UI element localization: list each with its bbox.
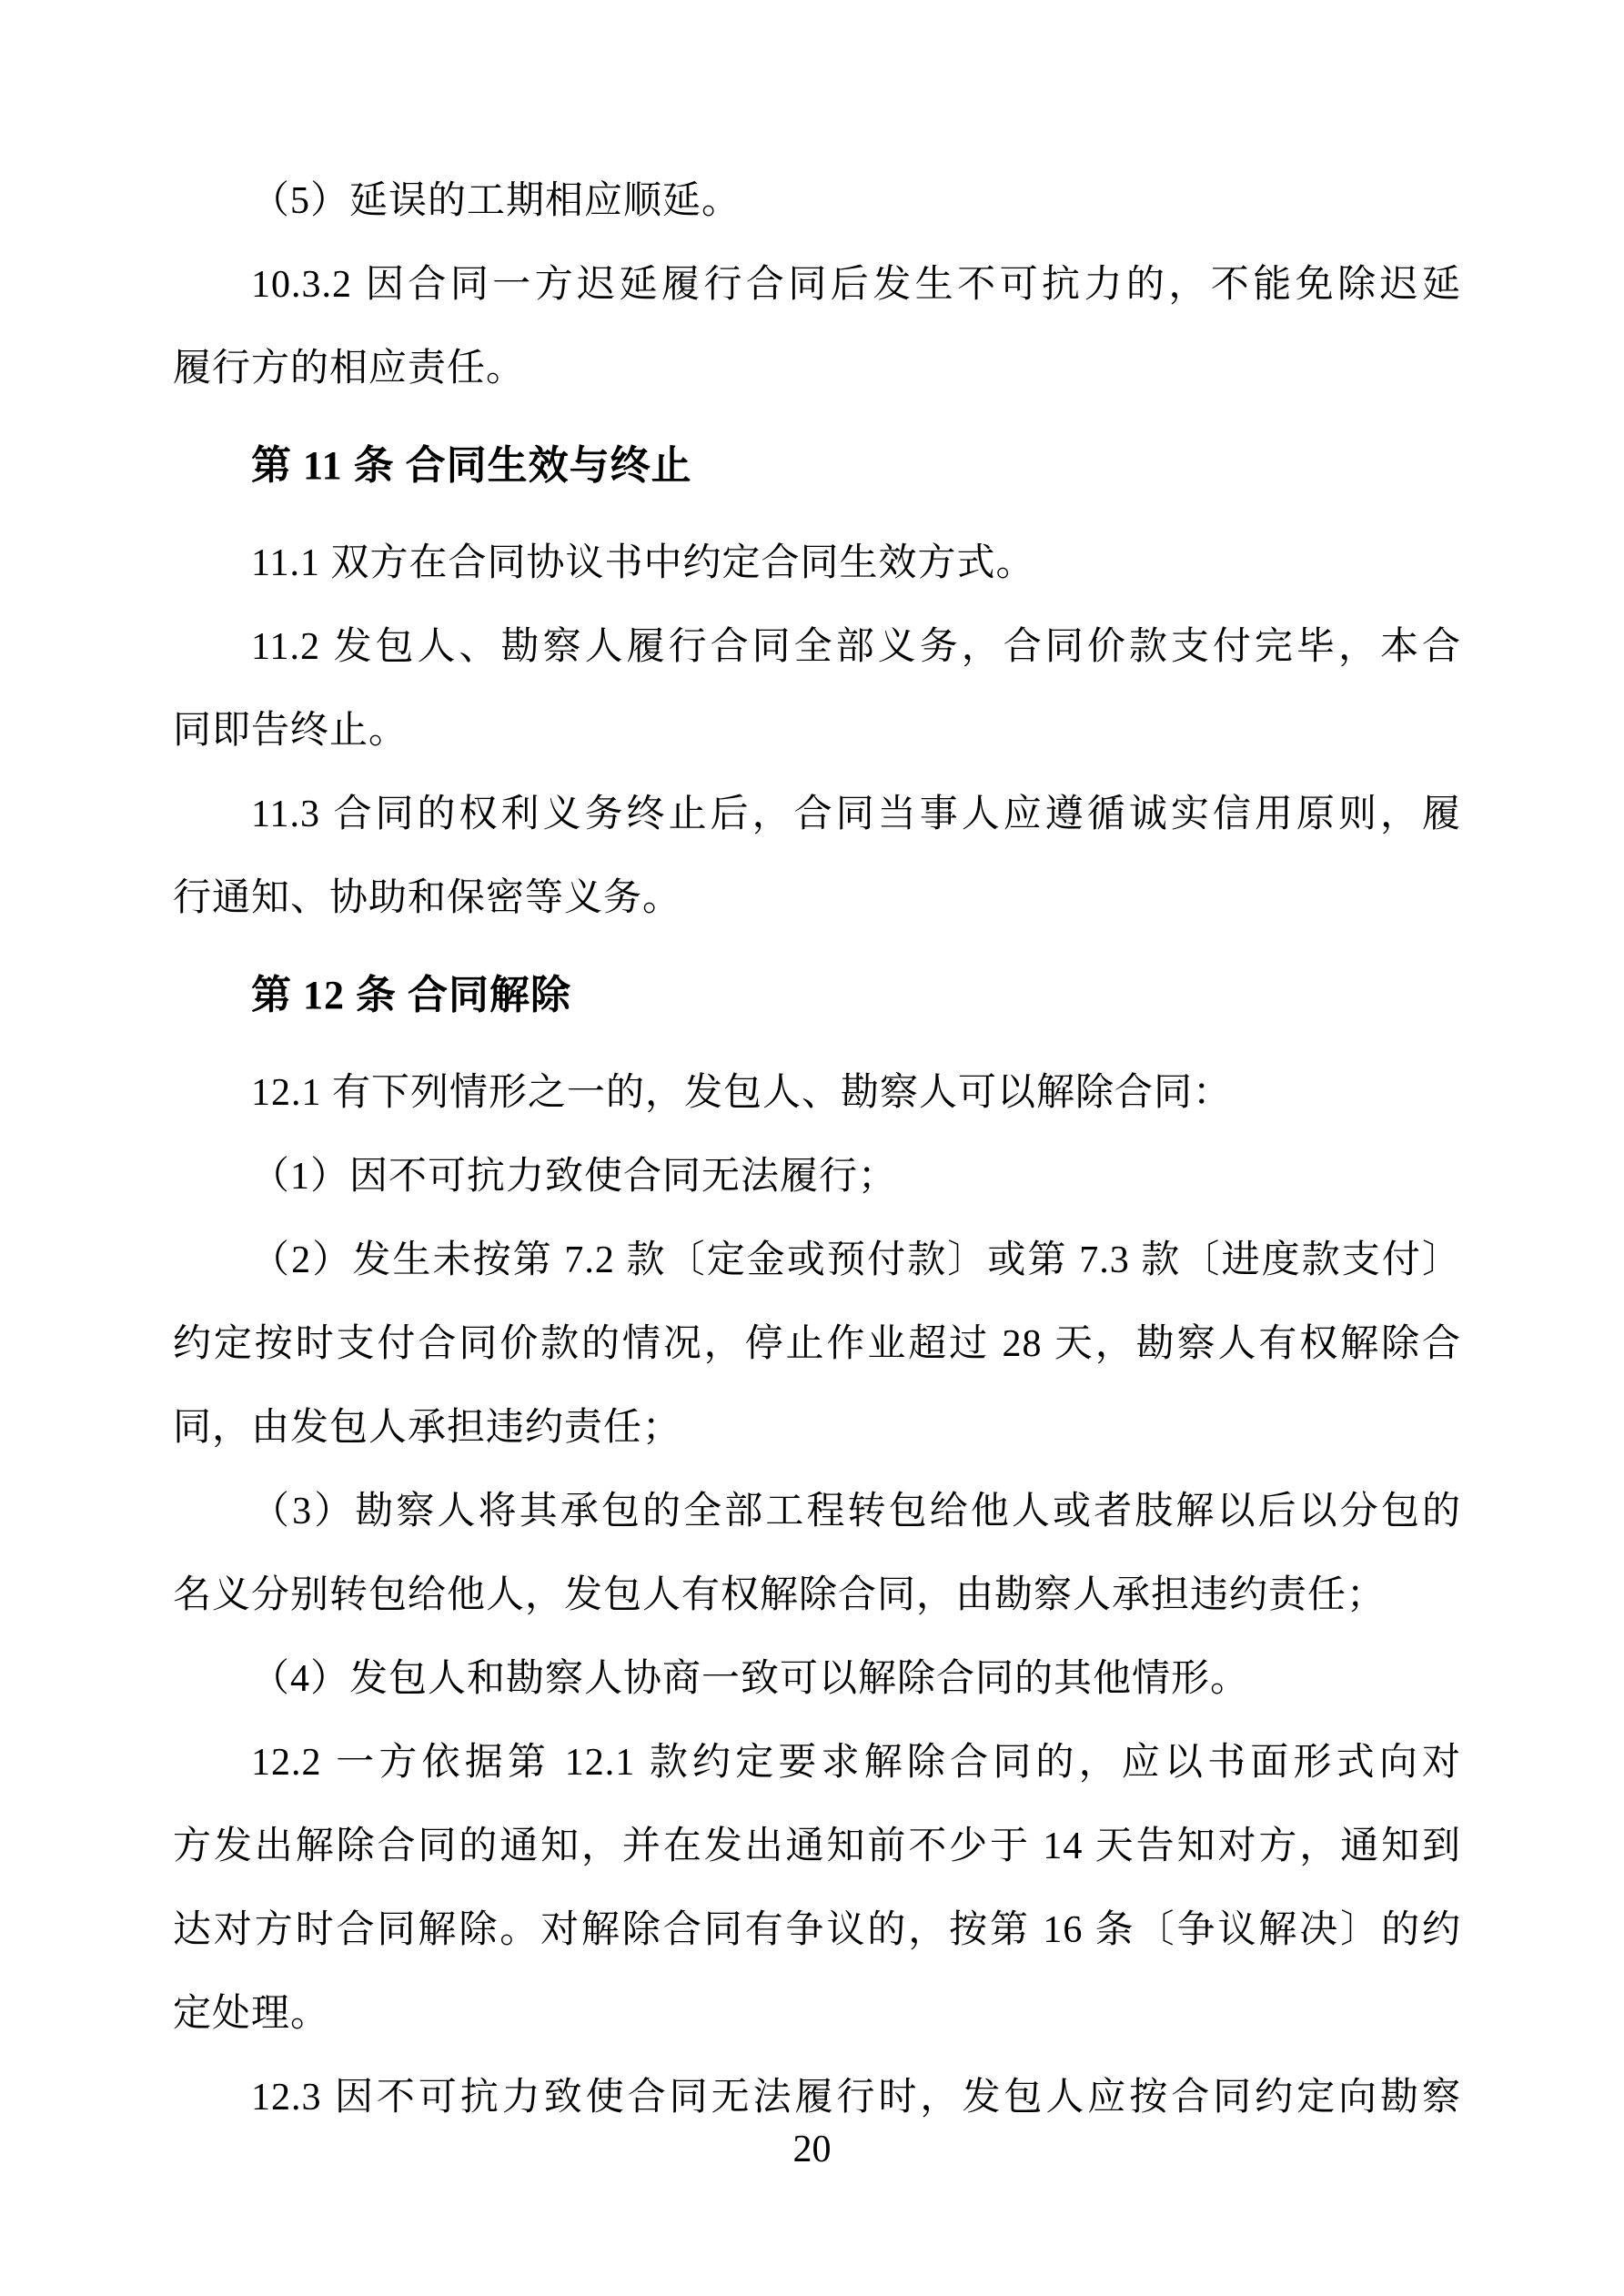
text-line: 同，由发包人承担违约责任； [173,1407,682,1449]
text-line: 同即告终止。 [173,710,409,752]
section-heading: 第 11 条 合同生效与终止 [251,443,692,488]
text-line: 12.2 一方依据第 12.1 款约定要求解除合同的，应以书面形式向对 [251,1742,1461,1784]
document-body [173,159,1461,2139]
page-number: 20 [792,2129,832,2170]
text-line: （3）勘察人将其承包的全部工程转包给他人或者肢解以后以分包的 [251,1491,1461,1532]
text-line: 定处理。 [173,1993,330,2035]
text-line: 11.3 合同的权利义务终止后，合同当事人应遵循诚实信用原则，履 [251,794,1461,835]
section-heading: 第 12 条 合同解除 [251,973,571,1017]
text-line: （5）延误的工期相应顺延。 [251,180,741,222]
text-line: （1）因不可抗力致使合同无法履行； [251,1156,898,1198]
text-line: 行通知、协助和保密等义务。 [173,877,682,919]
text-line: 方发出解除合同的通知，并在发出通知前不少于 14 天告知对方，通知到 [173,1826,1461,1867]
text-line: 11.2 发包人、勘察人履行合同全部义务，合同价款支付完毕，本合 [251,626,1461,668]
text-line: 10.3.2 因合同一方迟延履行合同后发生不可抗力的，不能免除迟延 [251,264,1461,306]
text-line: 12.3 因不可抗力致使合同无法履行时，发包人应按合同约定向勘察 [251,2077,1461,2119]
text-line: 履行方的相应责任。 [173,348,526,389]
text-line: 名义分别转包给他人，发包人有权解除合同，由勘察人承担违约责任； [173,1574,1387,1616]
text-line: （2）发生未按第 7.2 款〔定金或预付款〕或第 7.3 款〔进度款支付〕 [251,1239,1461,1281]
text-line: 12.1 有下列情形之一的，发包人、勘察人可以解除合同： [251,1072,1233,1114]
text-line: 约定按时支付合同价款的情况，停止作业超过 28 天，勘察人有权解除合 [173,1323,1461,1365]
text-line: （4）发包人和勘察人协商一致可以解除合同的其他情形。 [251,1658,1250,1700]
text-line: 11.1 双方在合同协议书中约定合同生效方式。 [251,542,1035,584]
text-line: 达对方时合同解除。对解除合同有争议的，按第 16 条〔争议解决〕的约 [173,1909,1461,1951]
